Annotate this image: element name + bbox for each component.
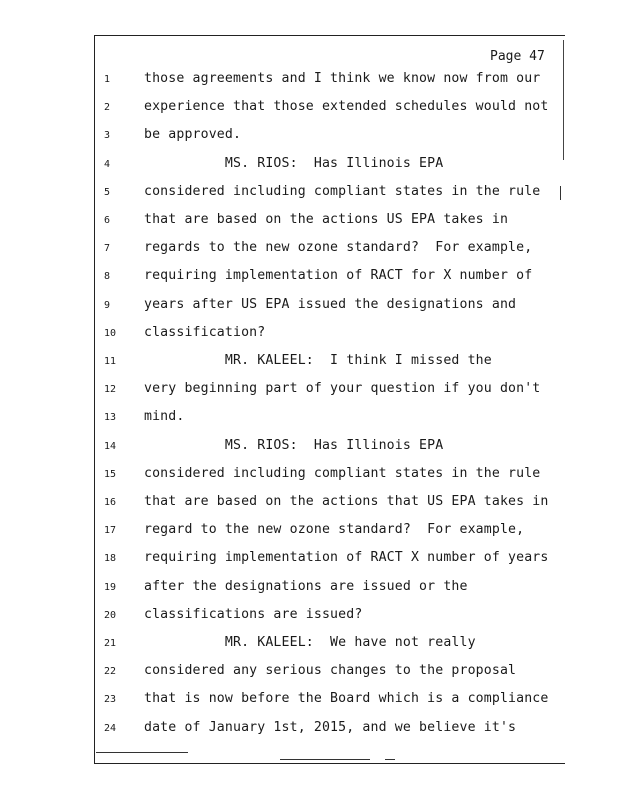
transcript-line: be approved. [144, 127, 242, 142]
line-number: 13 [104, 412, 117, 423]
transcript-line: MR. KALEEL: We have not really [144, 635, 476, 650]
line-number: 5 [104, 187, 111, 198]
line-number: 12 [104, 384, 117, 395]
transcript-line: years after US EPA issued the designations and [144, 297, 517, 312]
line-number: 1 [104, 74, 111, 85]
transcript-line: mind. [144, 409, 185, 424]
transcript-line: MS. RIOS: Has Illinois EPA [144, 438, 444, 453]
footer-rule [96, 752, 188, 753]
line-number: 18 [104, 553, 117, 564]
footer-rule [280, 759, 370, 760]
transcript-line: that are based on the actions US EPA takes in [144, 212, 509, 227]
transcript-line: considered including compliant states in the rule [144, 466, 541, 481]
line-number: 24 [104, 723, 117, 734]
transcript-line: regard to the new ozone standard? For example, [144, 522, 525, 537]
transcript-line: after the designations are issued or the [144, 579, 468, 594]
line-number: 2 [104, 102, 111, 113]
transcript-line: classification? [144, 325, 266, 340]
line-number: 17 [104, 525, 117, 536]
line-number: 7 [104, 243, 111, 254]
transcript-line: regards to the new ozone standard? For example, [144, 240, 533, 255]
line-number: 6 [104, 215, 111, 226]
transcript-line: that are based on the actions that US EPA takes in [144, 494, 549, 509]
line-number: 3 [104, 130, 111, 141]
line-number: 10 [104, 328, 117, 339]
line-number: 4 [104, 159, 111, 170]
transcript-line: MR. KALEEL: I think I missed the [144, 353, 492, 368]
transcript-line: that is now before the Board which is a compliance [144, 691, 549, 706]
line-number: 15 [104, 469, 117, 480]
footer-rule [385, 759, 395, 760]
transcript-page-border [94, 35, 565, 764]
transcript-line: considered any serious changes to the proposal [144, 663, 517, 678]
line-number: 9 [104, 300, 111, 311]
line-number: 16 [104, 497, 117, 508]
transcript-line: very beginning part of your question if you don't [144, 381, 541, 396]
transcript-line: experience that those extended schedules would not [144, 99, 549, 114]
margin-tick [560, 186, 561, 200]
line-number: 21 [104, 638, 117, 649]
transcript-line: requiring implementation of RACT for X number of [144, 268, 533, 283]
transcript-line: considered including compliant states in the rule [144, 184, 541, 199]
line-number: 23 [104, 694, 117, 705]
transcript-line: requiring implementation of RACT X number of years [144, 550, 549, 565]
right-margin-rule [563, 40, 564, 160]
line-number: 8 [104, 271, 111, 282]
transcript-line: MS. RIOS: Has Illinois EPA [144, 156, 444, 171]
transcript-line: classifications are issued? [144, 607, 363, 622]
line-number: 20 [104, 610, 117, 621]
transcript-line: date of January 1st, 2015, and we believe it's [144, 720, 517, 735]
line-number: 14 [104, 441, 117, 452]
line-number: 19 [104, 582, 117, 593]
transcript-line: those agreements and I think we know now from our [144, 71, 541, 86]
line-number: 11 [104, 356, 117, 367]
page-number: Page 47 [490, 49, 545, 64]
line-number: 22 [104, 666, 117, 677]
